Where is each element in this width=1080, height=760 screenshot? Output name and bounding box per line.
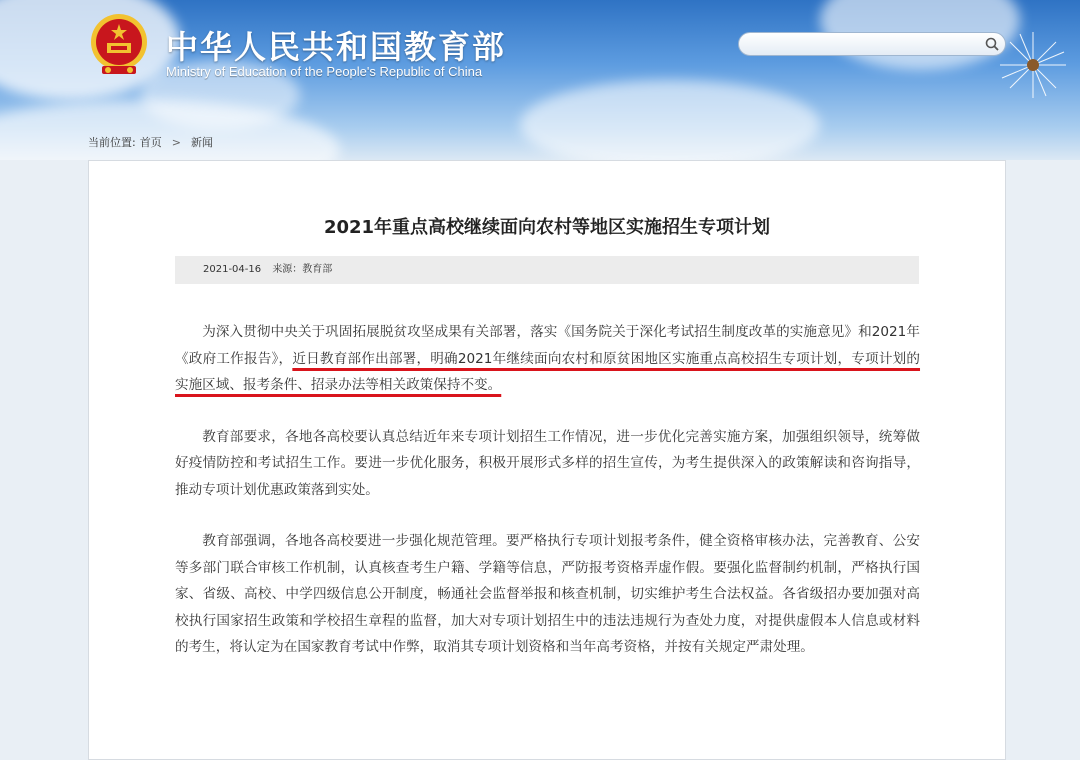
- article-paragraph-3: 教育部强调，各地各高校要进一步强化规范管理。要严格执行专项计划报考条件，健全资格审核办法，完善教育、公安等多部门联合审核工作机制，认真核查考生户籍、学籍等信息，严防报考资格弄虚作假。要强化监督制约机制，严格执行国家、省级、高校、中学四级信息公开制度，畅通社会监督举报和核查机制，切实维护考生合法权益。各省级招办要加强对高校执行国家招生政策和学校招生章程的监督，加大对专项计划招生中的违法违规行为查处力度，对提供虚假本人信息或材料的考生，将认定为在国家教育考试中作弊，取消其专项计划资格和当年高考资格，并按有关规定严肃处理。: [175, 533, 920, 655]
- search-button[interactable]: [979, 33, 1005, 55]
- search-box: [738, 32, 1006, 56]
- dandelion-decoration-icon: [998, 30, 1068, 100]
- paragraph-1-highlighted: 近日教育部作出部署，明确2021年继续面向农村和原贫困地区实施重点高校招生专项计划，专项计划的实施区域、报考条件、招录办法等相关政策保持不变。: [175, 350, 921, 393]
- article-paragraph-1: [175, 319, 920, 399]
- breadcrumb-prefix: 当前位置:: [88, 136, 136, 149]
- article-meta-bar: [175, 256, 919, 284]
- article-source: 来源：教育部: [272, 264, 333, 275]
- article-container: [88, 160, 1006, 760]
- breadcrumb-current-link[interactable]: 新闻: [190, 136, 213, 149]
- breadcrumb: [88, 134, 213, 150]
- article-paragraph-2: 教育部要求，各地各高校要认真总结近年来专项计划招生工作情况，进一步优化完善实施方案，加强组织领导，统筹做好疫情防控和考试招生工作。要进一步优化服务，积极开展形式多样的招生宣传，为考生提供深入的政策解读和咨询指导，推动专项计划优惠政策落到实处。: [175, 428, 920, 498]
- search-icon: [985, 37, 999, 51]
- article-body: [175, 319, 920, 686]
- search-input[interactable]: [749, 33, 979, 55]
- national-emblem-icon: [88, 12, 150, 78]
- breadcrumb-home-link[interactable]: 首页: [139, 136, 162, 149]
- paragraph-1-intro: 为深入贯彻中央关于巩固拓展脱贫攻坚成果有关部署，落实《国务院关于深化考试招生制度改革的实施意见》和2021年《政府工作报告》，: [175, 324, 920, 367]
- site-subtitle: Ministry of Education of the People's Republic of China: [166, 64, 483, 79]
- article-title: 2021年重点高校继续面向农村等地区实施招生专项计划: [323, 217, 771, 238]
- site-title: 中华人民共和国教育部: [166, 28, 507, 66]
- article-date: 2021-04-16: [203, 264, 262, 275]
- breadcrumb-separator: >: [171, 135, 181, 149]
